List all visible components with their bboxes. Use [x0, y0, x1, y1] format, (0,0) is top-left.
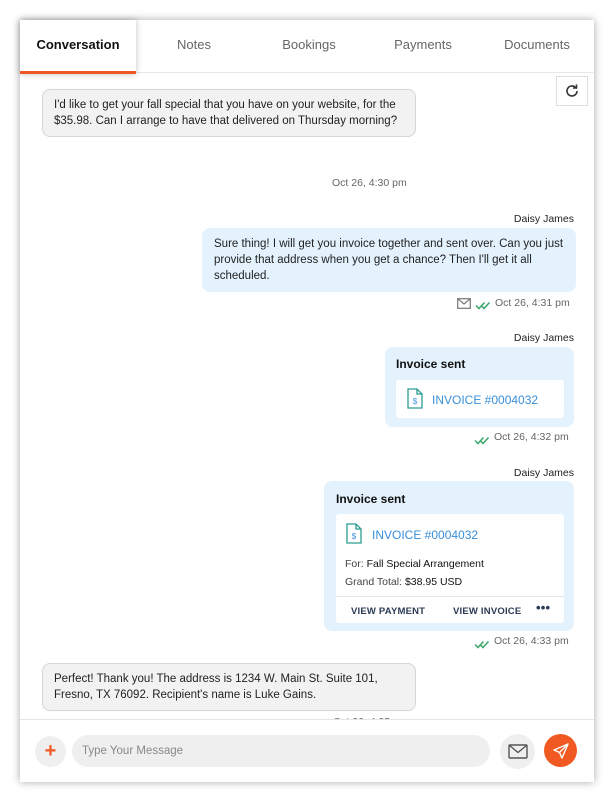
incoming-message	[42, 663, 416, 711]
sender-name: Daisy James	[513, 332, 574, 344]
tab-documents[interactable]: Documents	[504, 37, 570, 52]
incoming-message	[42, 89, 416, 137]
invoice-sent-card	[385, 347, 574, 427]
refresh-icon	[564, 83, 580, 99]
add-attachment-button[interactable]: +	[35, 736, 66, 767]
tab-bar	[20, 20, 594, 73]
mail-icon	[508, 744, 528, 759]
send-button[interactable]	[544, 734, 577, 767]
tab-bookings[interactable]: Bookings	[282, 37, 336, 52]
refresh-button[interactable]	[556, 76, 588, 106]
svg-text:$: $	[351, 532, 357, 541]
for-label: For:	[345, 558, 364, 570]
tab-notes[interactable]: Notes	[177, 37, 211, 52]
invoice-document-icon	[346, 523, 362, 549]
message-text: I'd like to get your fall special that you have on your website, for the $35.98. Can I arrange to have that delivered on Thursday morning?	[54, 99, 398, 127]
tab-conversation[interactable]: Conversation	[20, 20, 136, 74]
invoice-for-row	[345, 556, 484, 572]
invoice-actions	[336, 596, 564, 623]
message-input[interactable]	[72, 735, 490, 767]
conversation-panel	[20, 20, 594, 782]
outgoing-message	[202, 228, 576, 292]
view-invoice-button[interactable]: VIEW INVOICE	[453, 606, 522, 617]
double-check-icon	[474, 432, 490, 450]
for-value: Fall Special Arrangement	[366, 558, 484, 570]
more-options-button[interactable]: •••	[536, 600, 551, 615]
invoice-number-link[interactable]: INVOICE #0004032	[372, 528, 479, 542]
send-icon	[553, 743, 569, 759]
message-text: Perfect! Thank you! The address is 1234 W. Main St. Suite 101, Fresno, TX 76092. Recipient's name is Luke Gains.	[54, 673, 378, 701]
message-timestamp: Oct 26, 4:30 pm	[332, 177, 407, 189]
svg-text:$: $	[412, 397, 418, 406]
message-list	[20, 73, 594, 718]
total-value: $38.95 USD	[404, 576, 463, 588]
message-timestamp: Oct 26, 4:33 pm	[494, 635, 569, 647]
view-payment-button[interactable]: VIEW PAYMENT	[351, 606, 426, 617]
card-title: Invoice sent	[336, 492, 406, 506]
card-title: Invoice sent	[396, 357, 466, 371]
sender-name: Daisy James	[513, 213, 574, 225]
email-status-icon	[457, 296, 471, 314]
sender-name: Daisy James	[513, 467, 574, 479]
message-text: Sure thing! I will get you invoice together and sent over. Can you just provide that address when you get a chance? Then I'll get it all scheduled.	[214, 238, 564, 282]
invoice-document-icon	[407, 388, 423, 414]
invoice-link-box[interactable]	[396, 380, 564, 418]
invoice-total-row	[345, 574, 462, 590]
invoice-detail-box	[336, 514, 564, 623]
message-timestamp: Oct 26, 4:32 pm	[494, 431, 569, 443]
tab-payments[interactable]: Payments	[394, 37, 452, 52]
double-check-icon	[475, 297, 491, 315]
message-timestamp: Oct 26, 4:31 pm	[495, 297, 570, 309]
send-email-button[interactable]	[500, 734, 535, 769]
total-label: Grand Total:	[345, 576, 403, 588]
invoice-detail-card	[324, 481, 574, 631]
invoice-number-link[interactable]: INVOICE #0004032	[432, 393, 539, 407]
double-check-icon	[474, 636, 490, 654]
message-composer	[20, 719, 594, 782]
